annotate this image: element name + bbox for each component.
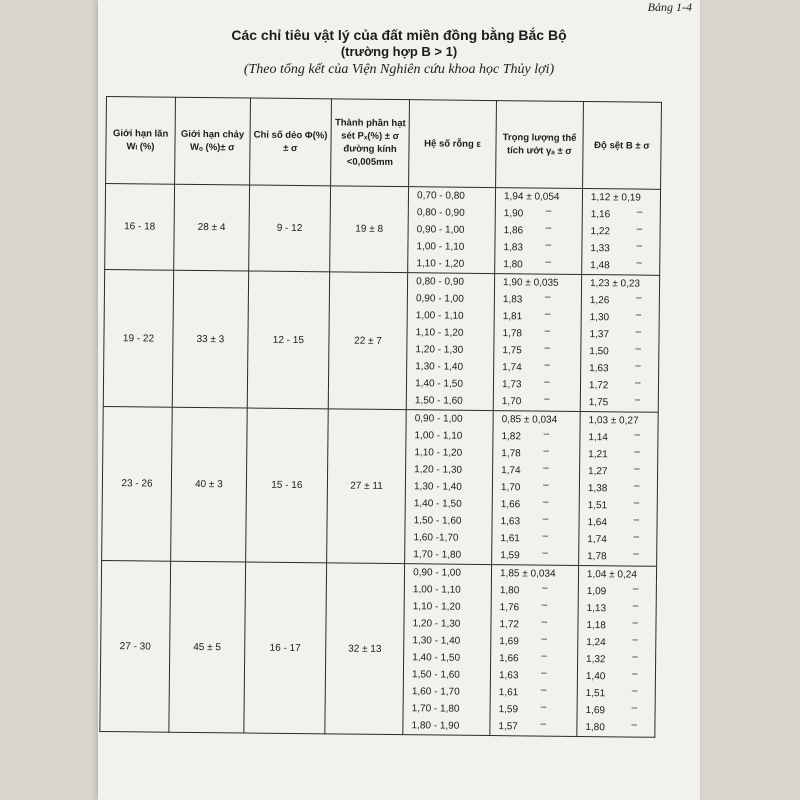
wet-unit-weight-cell-value: 1,61 xyxy=(498,687,519,699)
consistency-cell-value: 1,24 xyxy=(586,637,606,649)
void-ratio-cell: 1,40 - 1,50 xyxy=(405,495,492,513)
consistency-cell xyxy=(577,651,655,669)
ditto-mark: – xyxy=(541,650,547,662)
ditto-mark: – xyxy=(636,223,643,235)
wet-unit-weight-cell-value: 0,85 ± 0,034 xyxy=(501,414,558,426)
wet-unit-weight-cell xyxy=(494,359,581,377)
consistency-cell xyxy=(579,463,657,481)
wet-unit-weight-cell-value: 1,69 xyxy=(499,636,519,648)
ditto-mark: – xyxy=(541,616,548,628)
wet-unit-weight-cell xyxy=(495,256,582,274)
ditto-mark: – xyxy=(632,583,639,595)
consistency-cell xyxy=(580,394,658,412)
ditto-mark: – xyxy=(631,668,638,680)
ditto-mark: – xyxy=(543,462,549,474)
ditto-mark: – xyxy=(545,239,552,251)
ditto-mark: – xyxy=(542,496,549,508)
ditto-mark: – xyxy=(634,429,641,441)
consistency-cell-value: 1,30 xyxy=(589,312,610,324)
consistency-cell-value: 1,48 xyxy=(590,260,610,272)
ditto-mark: – xyxy=(540,667,547,679)
void-ratio-cell: 0,70 - 0,80 xyxy=(408,187,495,205)
liquid-limit-cell: 33 ± 3 xyxy=(172,270,248,408)
wet-unit-weight-cell-value: 1,80 xyxy=(503,259,523,271)
consistency-cell-value: 1,40 xyxy=(585,671,606,683)
void-ratio-cell: 1,40 - 1,50 xyxy=(407,375,494,393)
ditto-mark: – xyxy=(541,582,548,594)
clay-fraction-cell: 19 ± 8 xyxy=(330,186,409,273)
clay-fraction-cell: 22 ± 7 xyxy=(328,272,407,410)
wet-unit-weight-cell-value: 1,83 xyxy=(503,242,523,254)
rolling-limit-cell: 19 - 22 xyxy=(103,269,174,407)
wet-unit-weight-cell-value: 1,80 xyxy=(499,585,520,597)
wet-unit-weight-cell xyxy=(490,667,577,685)
void-ratio-cell: 1,30 - 1,40 xyxy=(405,478,492,496)
consistency-cell-value: 1,12 ± 0,19 xyxy=(590,192,641,204)
ditto-mark: – xyxy=(635,360,641,372)
page-subtitle: (trường hợp B > 1) xyxy=(340,44,458,59)
void-ratio-cell: 1,50 - 1,60 xyxy=(405,512,492,530)
rolling-limit-cell: 27 - 30 xyxy=(100,560,171,732)
wet-unit-weight-cell xyxy=(493,428,580,446)
consistency-cell xyxy=(581,274,659,292)
document-page xyxy=(98,0,700,800)
ditto-mark: – xyxy=(631,719,637,731)
void-ratio-cell: 1,20 - 1,30 xyxy=(406,461,493,479)
wet-unit-weight-cell-value: 1,94 ± 0,054 xyxy=(503,191,560,203)
ditto-mark: – xyxy=(544,325,551,337)
wet-unit-weight-cell xyxy=(495,222,582,240)
ditto-mark: – xyxy=(541,599,548,611)
wet-unit-weight-cell-value: 1,90 ± 0,035 xyxy=(503,277,559,289)
consistency-cell xyxy=(579,514,657,532)
consistency-cell-value: 1,51 xyxy=(587,500,608,512)
ditto-mark: – xyxy=(542,530,549,542)
wet-unit-weight-cell-value: 1,70 xyxy=(500,482,521,494)
void-ratio-cell: 0,90 - 1,00 xyxy=(407,290,494,308)
ditto-mark: – xyxy=(544,308,551,320)
header-liquid-limit: Giới hạn chảy Wₒ (%)± σ xyxy=(175,97,251,185)
consistency-cell xyxy=(581,309,659,327)
wet-unit-weight-cell-value: 1,83 xyxy=(502,294,523,306)
ditto-mark: – xyxy=(632,634,638,646)
page-title: Các chỉ tiêu vật lý của đất miền đồng bằng Bắc Bộ xyxy=(231,27,567,43)
wet-unit-weight-cell-value: 1,73 xyxy=(501,379,522,391)
consistency-cell xyxy=(582,206,660,224)
header-plasticity-index: Chỉ số dẻo Φ(%) ± σ xyxy=(249,98,331,186)
consistency-cell xyxy=(579,548,657,566)
consistency-cell-value: 1,21 xyxy=(588,449,608,461)
consistency-cell xyxy=(578,617,656,635)
liquid-limit-cell: 45 ± 5 xyxy=(169,561,245,733)
wet-unit-weight-cell xyxy=(494,274,581,292)
wet-unit-weight-cell xyxy=(494,291,581,309)
wet-unit-weight-cell xyxy=(494,308,581,326)
wet-unit-weight-cell xyxy=(492,530,579,548)
header-void-ratio: Hệ số rỗng ε xyxy=(409,100,497,188)
wet-unit-weight-cell xyxy=(490,718,577,736)
plasticity-index-cell: 12 - 15 xyxy=(247,271,330,409)
consistency-cell xyxy=(577,719,655,737)
wet-unit-weight-cell xyxy=(492,479,579,497)
consistency-cell xyxy=(578,634,656,652)
consistency-cell-value: 1,72 xyxy=(588,380,609,392)
void-ratio-cell: 1,30 - 1,40 xyxy=(407,358,494,376)
consistency-cell xyxy=(580,377,658,395)
consistency-cell-value: 1,22 xyxy=(590,226,611,238)
ditto-mark: – xyxy=(635,326,642,338)
consistency-cell xyxy=(581,343,659,361)
consistency-cell xyxy=(578,565,656,583)
wet-unit-weight-cell-value: 1,86 xyxy=(503,225,524,237)
consistency-cell xyxy=(579,497,657,515)
ditto-mark: – xyxy=(635,292,642,304)
ditto-mark: – xyxy=(544,342,551,354)
ditto-mark: – xyxy=(634,377,641,389)
ditto-mark: – xyxy=(635,309,642,321)
wet-unit-weight-cell-value: 1,59 xyxy=(500,550,520,562)
void-ratio-cell: 1,50 - 1,60 xyxy=(403,666,490,684)
consistency-cell-value: 1,50 xyxy=(589,346,609,358)
consistency-cell-value: 1,13 xyxy=(586,603,607,615)
consistency-cell-value: 1,23 ± 0,23 xyxy=(589,278,641,290)
void-ratio-cell: 1,10 - 1,20 xyxy=(404,598,491,616)
ditto-mark: – xyxy=(545,222,552,234)
consistency-cell xyxy=(581,292,659,310)
consistency-cell-value: 1,33 xyxy=(590,243,610,255)
wet-unit-weight-cell-value: 1,75 xyxy=(502,345,522,357)
consistency-cell-value: 1,32 xyxy=(586,654,606,666)
wet-unit-weight-cell xyxy=(490,684,577,702)
ditto-mark: – xyxy=(631,685,638,697)
header-wet-unit-weight: Trọng lượng thể tích ướt γₐ ± σ xyxy=(496,101,584,189)
wet-unit-weight-cell xyxy=(491,633,578,651)
wet-unit-weight-cell xyxy=(491,650,578,668)
ditto-mark: – xyxy=(545,205,552,217)
wet-unit-weight-cell-value: 1,63 xyxy=(498,670,519,682)
wet-unit-weight-cell xyxy=(495,205,582,223)
wet-unit-weight-cell xyxy=(493,462,580,480)
consistency-cell-value: 1,38 xyxy=(587,483,608,495)
header-consistency: Độ sệt B ± σ xyxy=(582,101,661,189)
void-ratio-cell: 0,80 - 0,90 xyxy=(408,273,495,291)
wet-unit-weight-cell-value: 1,82 xyxy=(501,431,521,443)
ditto-mark: – xyxy=(540,684,547,696)
void-ratio-cell: 1,20 - 1,30 xyxy=(404,615,491,633)
consistency-cell-value: 1,63 xyxy=(589,363,609,375)
ditto-mark: – xyxy=(632,617,639,629)
ditto-mark: – xyxy=(544,291,551,303)
void-ratio-cell: 0,90 - 1,00 xyxy=(406,410,493,428)
rolling-limit-cell: 23 - 26 xyxy=(102,406,173,561)
liquid-limit-cell: 40 ± 3 xyxy=(171,407,247,562)
ditto-mark: – xyxy=(636,257,642,269)
wet-unit-weight-cell xyxy=(491,599,578,617)
void-ratio-cell: 0,90 - 1,00 xyxy=(405,564,492,582)
consistency-cell xyxy=(579,480,657,498)
source-note: (Theo tổng kết của Viện Nghiên cứu khoa học Thủy lợi) xyxy=(243,62,555,77)
void-ratio-cell: 1,60 - 1,70 xyxy=(403,683,490,701)
wet-unit-weight-cell xyxy=(492,513,579,531)
wet-unit-weight-cell-value: 1,78 xyxy=(501,448,521,460)
header-rolling-limit: Giới hạn lăn Wₗ (%) xyxy=(106,97,176,185)
consistency-cell-value: 1,04 ± 0,24 xyxy=(586,569,637,581)
ditto-mark: – xyxy=(632,600,639,612)
consistency-cell-value: 1,37 xyxy=(589,329,609,341)
consistency-cell-value: 1,14 xyxy=(588,432,608,444)
wet-unit-weight-cell xyxy=(493,445,580,463)
ditto-mark: – xyxy=(543,428,550,440)
wet-unit-weight-cell xyxy=(492,547,579,565)
ditto-mark: – xyxy=(632,651,638,663)
consistency-cell-value: 1,78 xyxy=(587,551,607,563)
wet-unit-weight-cell-value: 1,90 xyxy=(503,208,524,220)
void-ratio-cell: 1,70 - 1,80 xyxy=(405,546,492,564)
wet-unit-weight-cell-value: 1,70 xyxy=(501,396,522,408)
wet-unit-weight-cell xyxy=(495,239,582,257)
wet-unit-weight-cell xyxy=(495,188,582,206)
soil-properties-table xyxy=(99,96,662,738)
wet-unit-weight-cell xyxy=(493,376,580,394)
consistency-cell-value: 1,16 xyxy=(590,209,611,221)
consistency-cell xyxy=(582,188,660,206)
ditto-mark: – xyxy=(633,480,640,492)
consistency-cell-value: 1,75 xyxy=(588,397,609,409)
void-ratio-cell: 1,10 - 1,20 xyxy=(406,444,493,462)
wet-unit-weight-cell-value: 1,81 xyxy=(502,311,523,323)
wet-unit-weight-cell xyxy=(491,582,578,600)
ditto-mark: – xyxy=(541,633,547,645)
wet-unit-weight-cell-value: 1,63 xyxy=(500,516,521,528)
consistency-cell-value: 1,74 xyxy=(587,534,607,546)
liquid-limit-cell: 28 ± 4 xyxy=(174,184,250,271)
void-ratio-cell: 1,70 - 1,80 xyxy=(403,700,490,718)
consistency-cell-value: 1,03 ± 0,27 xyxy=(588,415,639,427)
ditto-mark: – xyxy=(633,531,639,543)
ditto-mark: – xyxy=(545,256,551,268)
void-ratio-cell: 1,40 - 1,50 xyxy=(404,649,491,667)
void-ratio-cell: 1,00 - 1,10 xyxy=(406,427,493,445)
ditto-mark: – xyxy=(633,514,640,526)
ditto-mark: – xyxy=(540,701,547,713)
consistency-cell xyxy=(578,583,656,601)
ditto-mark: – xyxy=(542,513,549,525)
ditto-mark: – xyxy=(631,702,638,714)
wet-unit-weight-cell xyxy=(492,496,579,514)
void-ratio-cell: 1,30 - 1,40 xyxy=(404,632,491,650)
void-ratio-cell: 1,10 - 1,20 xyxy=(408,255,495,273)
consistency-cell-value: 1,18 xyxy=(586,620,606,632)
wet-unit-weight-cell-value: 1,59 xyxy=(498,704,519,716)
rolling-limit-cell: 16 - 18 xyxy=(105,184,175,271)
consistency-cell xyxy=(578,600,656,618)
consistency-cell xyxy=(580,411,658,429)
ditto-mark: – xyxy=(633,497,640,509)
header-clay-fraction: Thành phần hạt sét Pₓ(%) ± σ đường kính <0,005mm xyxy=(331,99,410,187)
consistency-cell-value: 1,64 xyxy=(587,517,608,529)
consistency-cell xyxy=(581,360,659,378)
consistency-cell-value: 1,26 xyxy=(589,295,610,307)
consistency-cell xyxy=(579,531,657,549)
ditto-mark: – xyxy=(634,463,640,475)
wet-unit-weight-cell-value: 1,76 xyxy=(499,602,520,614)
void-ratio-cell: 1,60 -1,70 xyxy=(405,529,492,547)
consistency-cell xyxy=(577,685,655,703)
wet-unit-weight-cell xyxy=(491,616,578,634)
wet-unit-weight-cell-value: 1,85 ± 0,034 xyxy=(499,568,556,580)
plasticity-index-cell: 16 - 17 xyxy=(244,562,327,734)
wet-unit-weight-cell-value: 1,57 xyxy=(498,721,518,733)
void-ratio-cell: 1,50 - 1,60 xyxy=(406,392,493,410)
plasticity-index-cell: 9 - 12 xyxy=(248,185,330,272)
ditto-mark: – xyxy=(542,547,548,559)
wet-unit-weight-cell-value: 1,78 xyxy=(502,328,523,340)
clay-fraction-cell: 27 ± 11 xyxy=(327,409,407,564)
consistency-cell-value: 1,80 xyxy=(585,722,605,734)
ditto-mark: – xyxy=(543,393,550,405)
clay-fraction-cell: 32 ± 13 xyxy=(325,563,405,735)
wet-unit-weight-cell-value: 1,74 xyxy=(502,362,522,374)
void-ratio-cell: 1,00 - 1,10 xyxy=(407,307,494,325)
wet-unit-weight-cell xyxy=(494,325,581,343)
consistency-cell xyxy=(580,446,658,464)
ditto-mark: – xyxy=(633,548,639,560)
wet-unit-weight-cell-value: 1,72 xyxy=(499,619,520,631)
consistency-cell xyxy=(582,257,660,275)
void-ratio-cell: 1,80 - 1,90 xyxy=(403,717,490,735)
ditto-mark: – xyxy=(634,446,640,458)
wet-unit-weight-cell xyxy=(493,411,580,429)
wet-unit-weight-cell-value: 1,66 xyxy=(500,499,521,511)
ditto-mark: – xyxy=(635,343,641,355)
ditto-mark: – xyxy=(543,376,550,388)
void-ratio-cell: 0,80 - 0,90 xyxy=(408,204,495,222)
ditto-mark: – xyxy=(542,479,549,491)
ditto-mark: – xyxy=(636,240,643,252)
consistency-cell xyxy=(581,326,659,344)
void-ratio-cell: 1,20 - 1,30 xyxy=(407,341,494,359)
table-label: Bảng 1-4 xyxy=(647,0,692,14)
ditto-mark: – xyxy=(634,394,641,406)
wet-unit-weight-cell xyxy=(494,342,581,360)
wet-unit-weight-cell-value: 1,61 xyxy=(500,533,520,545)
consistency-cell xyxy=(582,240,660,258)
wet-unit-weight-cell xyxy=(493,393,580,411)
void-ratio-cell: 1,10 - 1,20 xyxy=(407,324,494,342)
ditto-mark: – xyxy=(543,445,549,457)
void-ratio-cell: 1,00 - 1,10 xyxy=(404,581,491,599)
ditto-mark: – xyxy=(540,718,547,730)
consistency-cell xyxy=(577,668,655,686)
table-header-row xyxy=(106,97,662,190)
wet-unit-weight-cell-value: 1,74 xyxy=(501,465,521,477)
wet-unit-weight-cell xyxy=(491,565,578,583)
consistency-cell-value: 1,69 xyxy=(585,705,606,717)
consistency-cell-value: 1,51 xyxy=(585,688,606,700)
void-ratio-cell: 1,00 - 1,10 xyxy=(408,238,495,256)
consistency-cell xyxy=(580,429,658,447)
ditto-mark: – xyxy=(636,206,643,218)
wet-unit-weight-cell-value: 1,66 xyxy=(499,653,519,665)
consistency-cell xyxy=(582,223,660,241)
void-ratio-cell: 0,90 - 1,00 xyxy=(408,221,495,239)
ditto-mark: – xyxy=(544,359,550,371)
plasticity-index-cell: 15 - 16 xyxy=(245,408,328,563)
consistency-cell-value: 1,27 xyxy=(587,466,608,478)
wet-unit-weight-cell xyxy=(490,701,577,719)
consistency-cell xyxy=(577,702,655,720)
consistency-cell-value: 1,09 xyxy=(586,586,607,598)
